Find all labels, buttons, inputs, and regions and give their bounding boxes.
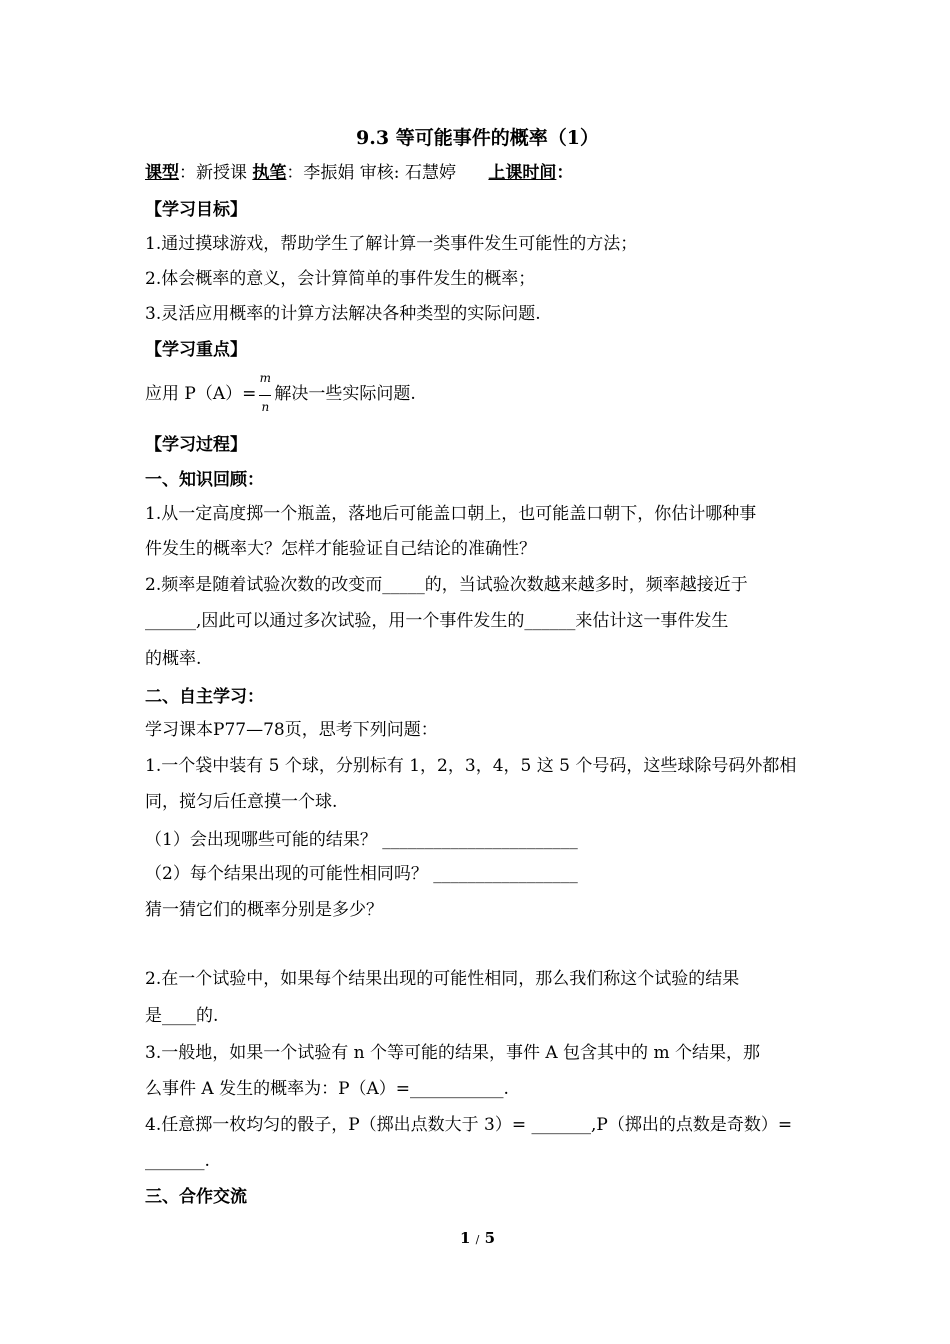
fraction-denominator: n	[261, 399, 270, 414]
review-line: 的概率.	[145, 649, 202, 669]
focus-formula-line	[145, 370, 416, 414]
goals-heading: 【学习目标】	[145, 200, 247, 220]
cooperation-heading: 三、合作交流	[145, 1187, 247, 1207]
focus-text-before: 应用 P（A）=	[145, 384, 257, 404]
goal-item: 3.灵活应用概率的计算方法解决各种类型的实际问题.	[145, 304, 541, 324]
focus-heading: 【学习重点】	[145, 340, 247, 360]
self-study-line: 2.在一个试验中，如果每个结果出现的可能性相同，那么我们称这个试验的结果	[145, 969, 740, 989]
page-number	[145, 1228, 810, 1250]
class-time-colon: ：	[556, 163, 574, 183]
lesson-type-label: 课型	[145, 163, 179, 183]
focus-text-after: 解决一些实际问题.	[274, 384, 416, 404]
page-total: 5	[484, 1229, 496, 1247]
fraction-bar	[259, 395, 271, 396]
author-value: ：李振娟 审核: 石慧婷	[286, 163, 456, 183]
process-heading: 【学习过程】	[145, 435, 247, 455]
page-separator: /	[475, 1233, 480, 1246]
page-title: 9.3 等可能事件的概率（1）	[356, 127, 599, 149]
goal-item: 2.体会概率的意义，会计算简单的事件发生的概率；	[145, 269, 536, 289]
review-line: 件发生的概率大？怎样才能验证自己结论的准确性？	[145, 539, 536, 559]
review-line: 2.频率是随着试验次数的改变而_____的，当试验次数越来越多时，频率越接近于	[145, 575, 748, 595]
fraction-numerator: m	[259, 370, 272, 385]
self-study-line: 么事件 A 发生的概率为：P（A）=___________.	[145, 1079, 509, 1099]
self-study-line: 学习课本P77—78页，思考下列问题：	[145, 720, 438, 740]
fraction-m-over-n	[258, 370, 272, 414]
class-time-label: 上课时间	[488, 163, 557, 183]
document-page	[145, 0, 810, 1344]
self-study-line: 1.一个袋中装有 5 个球，分别标有 1，2，3，4，5 这 5 个号码，这些球除号码外都相	[145, 756, 797, 776]
self-study-line: 4.任意掷一枚均匀的骰子，P（掷出点数大于 3）= _______,P（掷出的点数是奇数）=	[145, 1115, 793, 1135]
self-study-line: 同，搅匀后任意摸一个球.	[145, 792, 338, 812]
self-study-line: 是____的.	[145, 1006, 219, 1026]
self-study-line: 猜一猜它们的概率分别是多少？	[145, 900, 383, 920]
page-current: 1	[459, 1229, 471, 1247]
author-label: 执笔	[252, 163, 287, 183]
review-heading: 一、知识回顾：	[145, 470, 264, 490]
self-study-heading: 二、自主学习：	[145, 687, 264, 707]
lesson-type-value: ：新授课	[179, 163, 247, 183]
self-study-line: _______.	[145, 1151, 210, 1171]
review-line: 1.从一定高度掷一个瓶盖，落地后可能盖口朝上，也可能盖口朝下，你估计哪种事	[145, 504, 757, 524]
lesson-header	[145, 162, 573, 184]
self-study-line: 3.一般地，如果一个试验有 n 个等可能的结果，事件 A 包含其中的 m 个结果，那	[145, 1043, 760, 1063]
self-study-line: （2）每个结果出现的可能性相同吗？ _________________	[145, 864, 578, 884]
review-line: ______,因此可以通过多次试验，用一个事件发生的______来估计这一事件发生	[145, 611, 729, 631]
goal-item: 1.通过摸球游戏，帮助学生了解计算一类事件发生可能性的方法；	[145, 234, 638, 254]
self-study-line: （1）会出现哪些可能的结果？ _______________________	[145, 830, 578, 850]
